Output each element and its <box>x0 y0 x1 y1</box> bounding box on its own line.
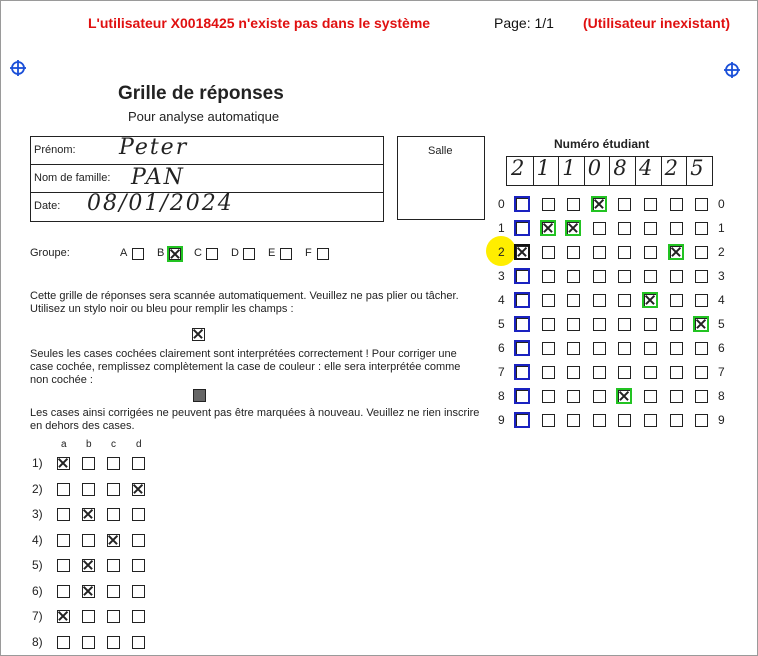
date-label: Date: <box>34 200 61 212</box>
digit-row-label-right: 3 <box>718 269 725 283</box>
student-number-title: Numéro étudiant <box>554 137 650 151</box>
group-option-label: F <box>305 247 312 259</box>
student-number-checkbox[interactable] <box>567 294 580 307</box>
question-label: 7) <box>32 609 43 623</box>
student-number-box <box>506 156 713 186</box>
student-number-checkbox[interactable] <box>542 246 555 259</box>
example-checked-box <box>192 328 205 341</box>
form-subtitle: Pour analyse automatique <box>128 109 280 124</box>
digit-row-label: 9 <box>498 413 505 427</box>
student-number-checkbox[interactable] <box>670 390 683 403</box>
student-number-checkbox[interactable] <box>618 342 631 355</box>
registration-mark-icon <box>10 60 26 76</box>
answer-checkbox[interactable] <box>132 559 145 572</box>
digit-row-label: 5 <box>498 317 505 331</box>
student-number-checkbox[interactable] <box>567 366 580 379</box>
digit-divider <box>609 157 610 185</box>
answer-checkbox[interactable] <box>132 585 145 598</box>
student-number-checkbox[interactable] <box>593 246 606 259</box>
student-number-checkbox[interactable] <box>644 414 657 427</box>
digit-row-label-right: 2 <box>718 245 725 259</box>
detected-marker <box>642 292 658 308</box>
answer-checkbox[interactable] <box>132 508 145 521</box>
answer-column-label: a <box>61 439 67 450</box>
digit-row-label-right: 8 <box>718 389 725 403</box>
student-number-checkbox[interactable] <box>695 390 708 403</box>
date-value: 08/01/2024 <box>87 191 234 216</box>
student-number-digit: 2 <box>511 156 527 180</box>
student-number-checkbox[interactable] <box>593 414 606 427</box>
student-number-checkbox[interactable] <box>644 390 657 403</box>
digit-row-label: 2 <box>498 245 505 259</box>
answer-checkbox[interactable] <box>107 508 120 521</box>
answer-checkbox[interactable] <box>57 610 70 623</box>
answer-checkbox[interactable] <box>82 457 95 470</box>
student-number-checkbox[interactable] <box>542 198 555 211</box>
group-checkbox[interactable] <box>317 248 329 260</box>
answer-checkbox[interactable] <box>82 534 95 547</box>
question-label: 3) <box>32 507 43 521</box>
digit-row-label-right: 0 <box>718 197 725 211</box>
group-checkbox[interactable] <box>206 248 218 260</box>
identity-box <box>30 136 384 222</box>
student-number-checkbox[interactable] <box>542 270 555 283</box>
student-number-checkbox[interactable] <box>542 390 555 403</box>
group-checkbox[interactable] <box>243 248 255 260</box>
group-option-label: C <box>194 247 202 259</box>
digit-row-label: 7 <box>498 365 505 379</box>
error-message: L'utilisateur X0018425 n'existe pas dans le système <box>88 15 431 31</box>
column-marker <box>514 220 530 236</box>
student-number-checkbox[interactable] <box>618 246 631 259</box>
answer-checkbox[interactable] <box>107 610 120 623</box>
registration-mark-icon <box>724 62 740 78</box>
detected-marker <box>616 388 632 404</box>
student-number-checkbox[interactable] <box>670 294 683 307</box>
digit-row-label-right: 1 <box>718 221 725 235</box>
student-number-checkbox[interactable] <box>695 342 708 355</box>
instruction-correct: Seules les cases cochées clairement sont interprétées correctement ! Pour corriger une case cochée, remplissez complètement la case de couleur : elle sera interprétée comme non cochée : <box>30 348 461 386</box>
student-number-checkbox[interactable] <box>644 222 657 235</box>
digit-row-label: 3 <box>498 269 505 283</box>
digit-row-label: 0 <box>498 197 505 211</box>
first-name-label: Prénom: <box>34 144 76 156</box>
student-number-checkbox[interactable] <box>670 414 683 427</box>
instruction-scan: Cette grille de réponses sera scannée automatiquement. Veuillez ne pas plier ou tâcher. Utilisez un stylo noir ou bleu pour remplir les champs : <box>30 290 459 315</box>
student-number-checkbox[interactable] <box>542 294 555 307</box>
student-number-checkbox[interactable] <box>593 342 606 355</box>
digit-divider <box>558 157 559 185</box>
digit-row-label-right: 9 <box>718 413 725 427</box>
student-number-checkbox[interactable] <box>644 342 657 355</box>
student-number-checkbox[interactable] <box>618 294 631 307</box>
student-number-checkbox[interactable] <box>695 198 708 211</box>
student-number-checkbox[interactable] <box>670 222 683 235</box>
student-number-digit: 8 <box>613 156 629 180</box>
column-marker <box>514 196 530 212</box>
answer-checkbox[interactable] <box>57 508 70 521</box>
answer-column-label: c <box>111 439 116 450</box>
student-number-digit: 0 <box>587 156 604 180</box>
answer-checkbox[interactable] <box>132 636 145 649</box>
student-number-checkbox[interactable] <box>644 198 657 211</box>
column-marker <box>514 388 530 404</box>
student-number-checkbox[interactable] <box>567 414 580 427</box>
student-number-checkbox[interactable] <box>695 294 708 307</box>
form-title: Grille de réponses <box>118 83 284 104</box>
digit-row-label-right: 7 <box>718 365 725 379</box>
digit-row-label: 4 <box>498 293 505 307</box>
student-number-checkbox[interactable] <box>567 198 580 211</box>
column-marker <box>514 268 530 284</box>
student-number-checkbox[interactable] <box>670 318 683 331</box>
student-number-checkbox[interactable] <box>593 318 606 331</box>
student-number-checkbox[interactable] <box>567 318 580 331</box>
student-number-checkbox[interactable] <box>542 318 555 331</box>
detected-marker <box>591 196 607 212</box>
student-number-digit: 1 <box>562 156 578 180</box>
digit-row-label-right: 6 <box>718 341 725 355</box>
room-box <box>397 136 485 220</box>
student-number-checkbox[interactable] <box>593 270 606 283</box>
student-number-checkbox[interactable] <box>695 246 708 259</box>
student-number-checkbox[interactable] <box>670 270 683 283</box>
digit-divider <box>533 157 534 185</box>
student-number-checkbox[interactable] <box>593 294 606 307</box>
digit-row-label-right: 5 <box>718 317 725 331</box>
answer-checkbox[interactable] <box>57 636 70 649</box>
group-checkbox[interactable] <box>280 248 292 260</box>
digit-divider <box>635 157 636 185</box>
student-number-digit: 5 <box>690 156 706 180</box>
answer-checkbox[interactable] <box>82 483 95 496</box>
student-number-digit: 4 <box>639 156 655 180</box>
group-option-label: A <box>120 247 128 259</box>
group-option-label: B <box>157 247 165 259</box>
digit-row-label: 1 <box>498 221 505 235</box>
answer-checkbox[interactable] <box>82 636 95 649</box>
digit-divider <box>661 157 662 185</box>
question-label: 2) <box>32 481 43 496</box>
column-marker <box>514 292 530 308</box>
student-number-checkbox[interactable] <box>593 366 606 379</box>
group-label: Groupe: <box>30 247 70 259</box>
question-label: 1) <box>32 456 43 470</box>
last-name-value: PAN <box>131 165 185 190</box>
last-name-label: Nom de famille: <box>34 172 111 184</box>
answer-checkbox[interactable] <box>107 534 120 547</box>
student-number-checkbox[interactable] <box>567 342 580 355</box>
answer-checkbox[interactable] <box>107 483 120 496</box>
group-option-label: E <box>268 247 276 259</box>
column-marker <box>514 412 530 428</box>
digit-row-label: 6 <box>498 341 505 355</box>
answer-checkbox[interactable] <box>107 585 120 598</box>
detected-marker <box>540 220 556 236</box>
answer-checkbox[interactable] <box>57 457 70 470</box>
student-number-checkbox[interactable] <box>567 270 580 283</box>
date-row <box>31 193 383 220</box>
student-number-checkbox[interactable] <box>695 222 708 235</box>
group-option-label: D <box>231 247 239 259</box>
answer-checkbox[interactable] <box>82 508 95 521</box>
answer-column-label: b <box>86 439 92 450</box>
student-number-checkbox[interactable] <box>618 366 631 379</box>
student-number-checkbox[interactable] <box>618 318 631 331</box>
question-label: 4) <box>32 532 43 547</box>
answer-checkbox[interactable] <box>82 585 95 598</box>
question-label: 8) <box>32 634 43 649</box>
student-number-checkbox[interactable] <box>670 342 683 355</box>
detected-marker <box>693 316 709 332</box>
column-marker <box>514 340 530 356</box>
answer-checkbox[interactable] <box>57 559 70 572</box>
group-detected-marker <box>167 246 183 262</box>
column-marker <box>514 316 530 332</box>
student-number-checkbox[interactable] <box>644 366 657 379</box>
example-filled-box <box>193 389 206 402</box>
answer-checkbox[interactable] <box>132 483 145 496</box>
digit-row-label-right: 4 <box>718 293 725 307</box>
student-number-checkbox[interactable] <box>618 222 631 235</box>
room-label: Salle <box>428 145 453 157</box>
status-label: (Utilisateur inexistant) <box>583 15 731 31</box>
student-number-checkbox[interactable] <box>593 222 606 235</box>
answer-checkbox[interactable] <box>57 534 70 547</box>
last-name-row <box>31 165 383 193</box>
page-indicator: Page: 1/1 <box>494 15 554 31</box>
answer-checkbox[interactable] <box>132 610 145 623</box>
column-marker <box>514 364 530 380</box>
detected-marker <box>668 244 684 260</box>
student-number-checkbox[interactable] <box>618 270 631 283</box>
answer-checkbox[interactable] <box>57 483 70 496</box>
digit-divider <box>584 157 585 185</box>
question-label: 5) <box>32 558 43 572</box>
student-number-checkbox[interactable] <box>695 270 708 283</box>
answer-checkbox[interactable] <box>107 636 120 649</box>
error-marker <box>514 244 530 260</box>
student-number-checkbox[interactable] <box>542 414 555 427</box>
answer-checkbox[interactable] <box>57 585 70 598</box>
student-number-checkbox[interactable] <box>644 246 657 259</box>
digit-row-label: 8 <box>498 389 505 403</box>
answer-checkbox[interactable] <box>107 559 120 572</box>
student-number-checkbox[interactable] <box>618 414 631 427</box>
answer-checkbox[interactable] <box>132 534 145 547</box>
group-checkbox[interactable] <box>132 248 144 260</box>
student-number-checkbox[interactable] <box>695 366 708 379</box>
student-number-checkbox[interactable] <box>542 342 555 355</box>
answer-checkbox[interactable] <box>107 457 120 470</box>
question-label: 6) <box>32 583 43 598</box>
student-number-digit: 2 <box>664 156 680 180</box>
student-number-checkbox[interactable] <box>644 270 657 283</box>
student-number-checkbox[interactable] <box>567 390 580 403</box>
student-number-checkbox[interactable] <box>644 318 657 331</box>
answer-checkbox[interactable] <box>132 457 145 470</box>
digit-divider <box>686 157 687 185</box>
instruction-no-writing: Les cases ainsi corrigées ne peuvent pas être marquées à nouveau. Veuillez ne rien inscrire en dehors des cases. <box>30 407 480 432</box>
student-number-checkbox[interactable] <box>542 366 555 379</box>
student-number-checkbox[interactable] <box>593 390 606 403</box>
detected-marker <box>565 220 581 236</box>
student-number-checkbox[interactable] <box>670 366 683 379</box>
first-name-value: Peter <box>119 135 189 160</box>
student-number-digit: 1 <box>536 156 552 180</box>
student-number-checkbox[interactable] <box>567 246 580 259</box>
student-number-checkbox[interactable] <box>695 414 708 427</box>
answer-checkbox[interactable] <box>82 610 95 623</box>
student-number-checkbox[interactable] <box>670 198 683 211</box>
first-name-row <box>31 137 383 165</box>
student-number-checkbox[interactable] <box>618 198 631 211</box>
answer-column-label: d <box>136 439 142 450</box>
answer-checkbox[interactable] <box>82 559 95 572</box>
